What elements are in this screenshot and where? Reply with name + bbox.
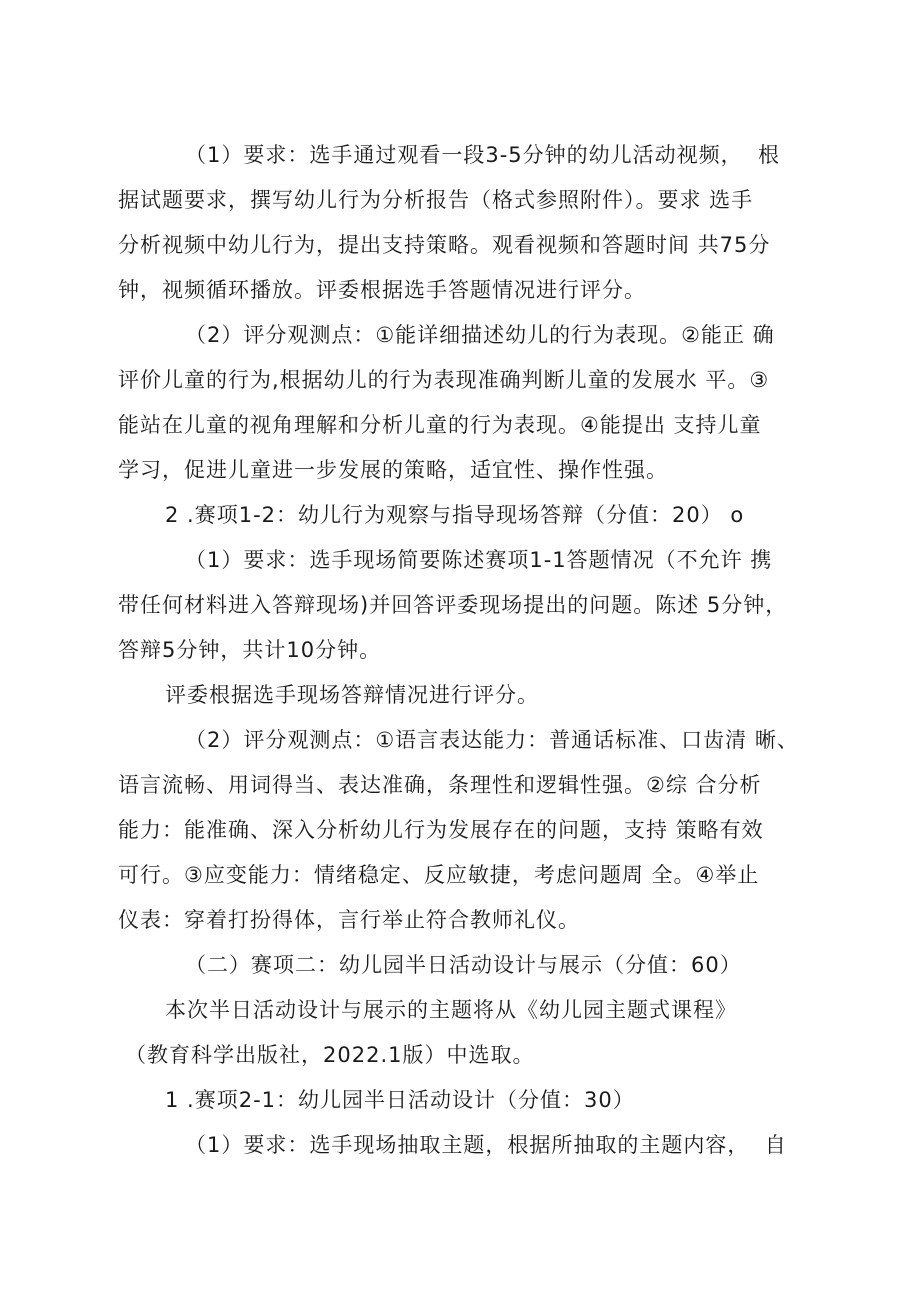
- paragraph-line: 仪表：穿着打扮得体，言行举止符合教师礼仪。: [118, 908, 580, 932]
- paragraph-line: 本次半日活动设计与展示的主题将从《幼儿园主题式课程》: [165, 998, 737, 1022]
- paragraph-line: 能站在儿童的视角理解和分析儿童的行为表现。④能提出 支持儿童: [118, 413, 762, 437]
- paragraph-line: （1）要求：选手现场抽取主题，根据所抽取的主题内容， 自: [185, 1133, 787, 1157]
- paragraph-line: （2）评分观测点：①语言表达能力：普通话标准、口齿清 晰、: [185, 728, 799, 752]
- paragraph-line: 答辩5分钟，共计10分钟。: [118, 638, 382, 662]
- paragraph-line: 据试题要求，撰写幼儿行为分析报告（格式参照附件）。要求 选手: [118, 188, 754, 212]
- paragraph-line: 分析视频中幼儿行为，提出支持策略。观看视频和答题时间 共75分: [118, 233, 771, 257]
- paragraph-line: （1）要求：选手通过观看一段3-5分钟的幼儿活动视频， 根: [185, 143, 781, 167]
- paragraph-line: 能力：能准确、深入分析幼儿行为发展存在的问题，支持 策略有效: [118, 818, 764, 842]
- paragraph-line: 带任何材料进入答辩现场)并回答评委现场提出的问题。陈述 5分钟，: [118, 593, 788, 617]
- paragraph-line: （2）评分观测点：①能详细描述幼儿的行为表现。②能正 确: [185, 323, 775, 347]
- section-heading: 1 .赛项2-1：幼儿园半日活动设计（分值：30）: [165, 1088, 635, 1112]
- section-heading: 2 .赛项1-2：幼儿行为观察与指导现场答辩（分值：20） o: [165, 503, 745, 527]
- paragraph-line: （1）要求：选手现场简要陈述赛项1-1答题情况（不允许 携: [185, 548, 773, 572]
- paragraph-line: 学习，促进儿童进一步发展的策略，适宜性、操作性强。: [118, 458, 668, 482]
- section-heading: （二）赛项二：幼儿园半日活动设计与展示（分值：60）: [185, 953, 742, 977]
- paragraph-line: （教育科学出版社，2022.1版）中选取。: [125, 1043, 535, 1067]
- paragraph-line: 评委根据选手现场答辩情况进行评分。: [165, 683, 539, 707]
- paragraph-line: 评价儿童的行为,根据幼儿的行为表现准确判断儿童的发展水 平。③: [118, 368, 770, 392]
- paragraph-line: 语言流畅、用词得当、表达准确，条理性和逻辑性强。②综 合分析: [118, 773, 762, 797]
- paragraph-line: 可行。③应变能力：情绪稳定、反应敏捷，考虑问题周 全。④举止: [118, 863, 760, 887]
- paragraph-line: 钟，视频循环播放。评委根据选手答题情况进行评分。: [118, 278, 646, 302]
